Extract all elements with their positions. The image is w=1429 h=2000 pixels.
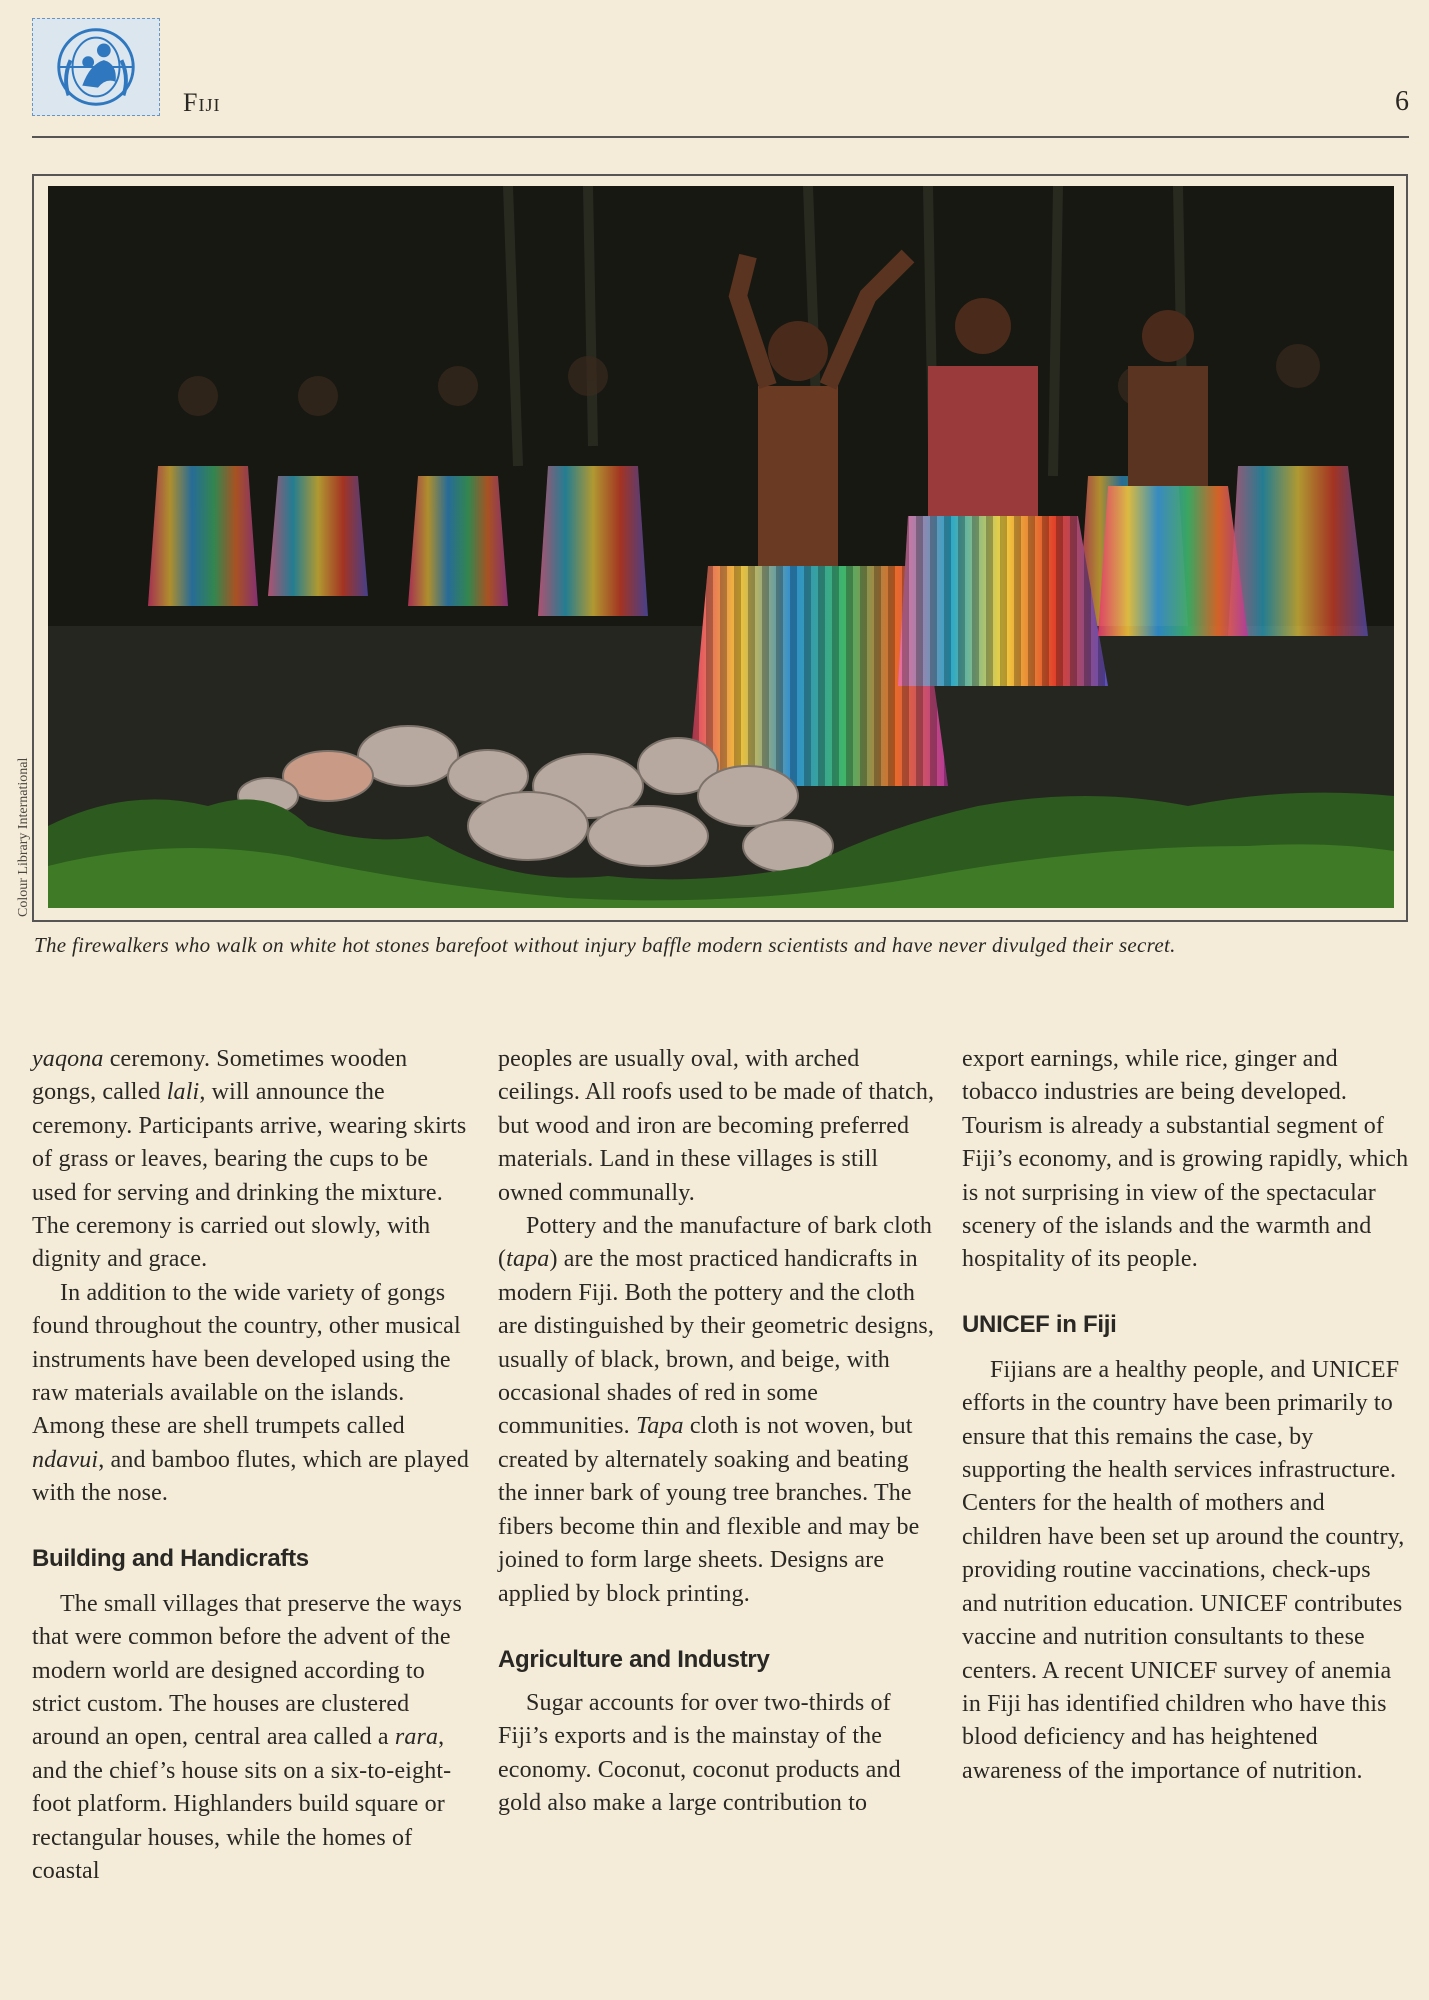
- text-run: , and bamboo flutes, which are played with the nose.: [32, 1446, 469, 1507]
- text-column-3: [962, 1043, 1410, 1788]
- text-run: The small villages that preserve the ways that were common before the advent of the modern world are designed according to strict custom. The houses are clustered around an open, central area called a: [32, 1590, 463, 1751]
- text-run: , will announce the ceremony. Participants arrive, wearing skirts of grass or leaves, bearing the cups to be used for serving and drinking the mixture. The ceremony is carried out slowly, with dignity and grace.: [32, 1079, 467, 1273]
- paragraph: Sugar accounts for over two-thirds of Fiji’s exports and is the mainstay of the economy. Coconut, coconut products and gold also make a large contribution to: [498, 1689, 901, 1817]
- header-divider: [32, 136, 1409, 138]
- text-column-2: [498, 1043, 938, 1821]
- section-heading: Agriculture and Industry: [498, 1645, 770, 1673]
- paragraph: [32, 1277, 477, 1511]
- paragraph: peoples are usually oval, with arched ceilings. All roofs used to be made of thatch, but wood and iron are becoming preferred materials. Land in these villages is still owned communally.: [498, 1046, 935, 1206]
- italic-term: tapa: [506, 1246, 550, 1273]
- photo-frame: [32, 174, 1408, 922]
- text-run: ceremony. Sometimes wooden gongs, called: [32, 1046, 408, 1106]
- text-run: ) are the most practiced handicrafts in modern Fiji. Both the pottery and the cloth are distinguished by their geometric designs, usually of black, brown, and beige, with occasional shades of red in some communities.: [498, 1246, 934, 1440]
- paragraph: [498, 1210, 938, 1611]
- page-number: 6: [1395, 86, 1409, 117]
- italic-term: yaqona: [32, 1046, 104, 1072]
- unicef-logo: [32, 18, 160, 116]
- paragraph: export earnings, while rice, ginger and tobacco industries are being developed. Tourism is already a substantial segment of Fiji’s economy, and is growing rapidly, which is not surprising in view of the spectacular scenery of the islands and the warmth and hospitality of its people.: [962, 1046, 1409, 1273]
- text-run: cloth is not woven, but created by alternately soaking and beating the inner bark of young tree branches. The fibers become thin and flexible and may be joined to form large sheets. Designs are applied by block printing.: [498, 1413, 920, 1607]
- paragraph: Fijians are a healthy people, and UNICEF efforts in the country have been primarily to ensure that this remains the case, by supporting the health services infrastructure. Centers for the health of mothers and children have been set up around the country, providing routine vaccinations, check-ups and nutrition education. UNICEF contributes vaccine and nutrition consultants to these centers. A recent UNICEF survey of anemia in Fiji has identified children who have this blood deficiency and has heightened awareness of the importance of nutrition.: [962, 1356, 1405, 1784]
- text-run: Pottery and the manufacture of bark cloth (: [498, 1213, 933, 1273]
- italic-term: Tapa: [635, 1413, 684, 1440]
- paragraph: [32, 1043, 477, 1277]
- text-column-1: [32, 1043, 477, 1888]
- photo-credit: Colour Library International: [16, 757, 31, 917]
- italic-term: lali: [166, 1079, 200, 1106]
- photo-caption: The firewalkers who walk on white hot stones barefoot without injury baffle modern scientists and have never divulged their secret.: [34, 933, 1176, 957]
- italic-term: ndavui: [32, 1446, 99, 1473]
- text-run: In addition to the wide variety of gongs found throughout the country, other musical instruments have been developed using the raw materials available on the islands. Among these are shell trumpets called: [32, 1279, 461, 1440]
- paragraph: [32, 1588, 477, 1889]
- text-run: , and the chief’s house sits on a six-to-eight-foot platform. Highlanders build square or rectangular houses, while the homes of coastal: [32, 1724, 452, 1884]
- country-title: Fiji: [183, 88, 221, 117]
- firewalkers-photo: [48, 186, 1394, 908]
- italic-term: rara: [394, 1724, 439, 1751]
- unicef-emblem-icon: [33, 19, 159, 115]
- section-heading: Building and Handicrafts: [32, 1544, 309, 1572]
- section-heading: UNICEF in Fiji: [962, 1310, 1117, 1338]
